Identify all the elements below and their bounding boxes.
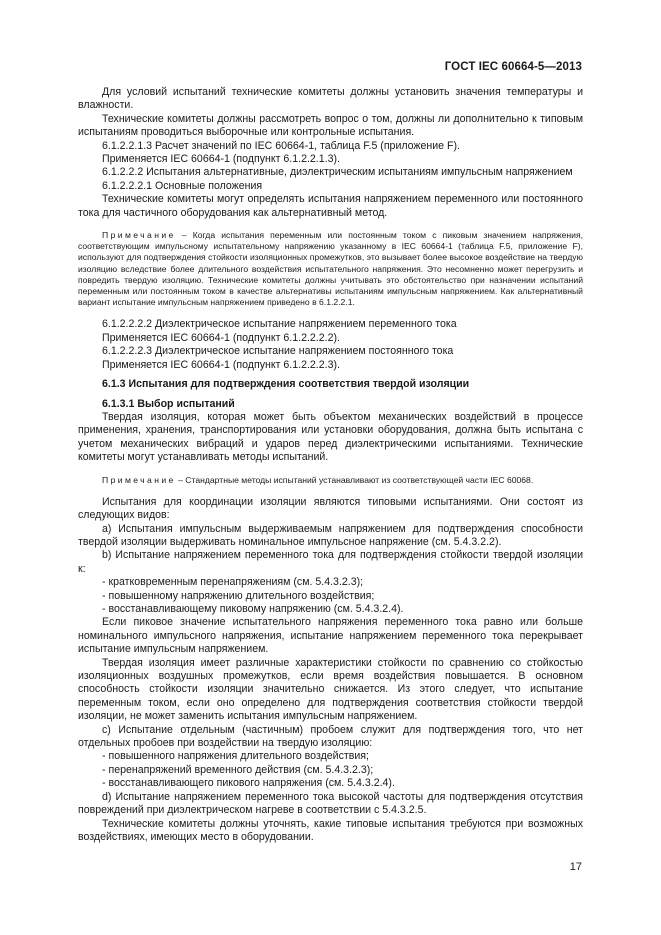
page-number: 17 (569, 861, 582, 873)
paragraph: Испытания для координации изоляции являются типовыми испытаниями. Они состоят из следующих видов: (78, 495, 583, 522)
section-heading: 6.1.3 Испытания для подтверждения соответствия твердой изоляции (102, 378, 470, 391)
clause-6-1-2-2-2-3: 6.1.2.2.2.3 Диэлектрическое испытание напряжением постоянного тока (102, 345, 454, 358)
note-text: – Стандартные методы испытаний устанавливают из соответствующей части IEC 60068. (175, 474, 534, 485)
paragraph: Для условий испытаний технические комитеты должны установить значения температуры и влажности. (78, 86, 583, 112)
clause-6-1-2-2-1-3: 6.1.2.2.1.3 Расчет значений по IEC 60664-1, таблица F.5 (приложение F). (102, 139, 460, 152)
paragraph: Технические комитеты должны рассмотреть вопрос о том, должны ли дополнительно к типовым испытаниям проводиться выборочные или контрольные испытания. (78, 112, 583, 139)
clause-6-1-2-2-2-2: 6.1.2.2.2.2 Диэлектрическое испытание напряжением переменного тока (102, 318, 457, 331)
page-content (78, 86, 583, 844)
note-2 (78, 475, 583, 486)
list-item-c: c) Испытание отдельным (частичным) пробоем служит для подтверждения того, что нет отдельных пробоев при воздействии на твердую изоляцию: (78, 723, 583, 750)
dash-item: - кратковременным перенапряжениям (см. 5.4.3.2.3); (102, 576, 364, 589)
paragraph: Технические комитеты могут определять испытания напряжением переменного или постоянного тока для частичного оборудования как альтернативный метод. (78, 193, 583, 219)
paragraph: Твердая изоляция имеет различные характеристики стойкости по сравнению со стойкостью изоляционных воздушных промежутков, если время воздействия повышается. В основном способность стойкости изоляции значительно снижается. Из этого следует, что испытание переменным током, если оно определено для подтверждения соответствия стойкости твердой изоляции, не может заменить испытания импульсным напряжением. (78, 656, 583, 723)
paragraph: Технические комитеты должны уточнять, какие типовые испытания требуются при возможных воздействиях, имеющих место в оборудовании. (78, 817, 583, 843)
paragraph: Применяется IEC 60664-1 (подпункт 6.1.2.2.2.2). (102, 331, 340, 344)
clause-6-1-2-2-2: 6.1.2.2.2 Испытания альтернативные, диэлектрическим испытаниям импульсным напряжением (102, 166, 573, 179)
paragraph: Применяется IEC 60664-1 (подпункт 6.1.2.2.2.3). (102, 358, 340, 371)
clause-6-1-2-2-2-1: 6.1.2.2.2.1 Основные положения (102, 179, 263, 192)
list-item-d: d) Испытание напряжением переменного тока высокой частоты для подтверждения отсутствия повреждений при диэлектрическом нагреве в соответствии с 5.4.3.2.5. (78, 790, 583, 817)
dash-item: - восстанавливающему пиковому напряжению (см. 5.4.3.2.4). (102, 603, 404, 615)
paragraph: Если пиковое значение испытательного напряжения переменного тока равно или больше номинального импульсного напряжения, испытание напряжением переменного тока перекрывает испытание импульсным напряжением. (78, 616, 583, 656)
page-header: ГОСТ IEC 60664-5—2013 (444, 61, 582, 73)
note-1 (78, 230, 583, 308)
note-label: Примечание (102, 474, 176, 485)
dash-item: - повышенному напряжению длительного воздействия; (102, 589, 375, 602)
paragraph: Твердая изоляция, которая может быть объектом механических воздействий в процессе применения, хранения, транспортирования или установки оборудования, должна быть испытана с учетом механических вибраций и ударов перед диэлектрическими испытаниями. Технические комитеты могут устанавливать методы испытаний. (78, 410, 583, 464)
dash-item: - повышенного напряжения длительного воздействия; (102, 750, 369, 763)
dash-item: - перенапряжений временного действия (см. 5.4.3.2.3); (102, 763, 374, 776)
note-label: Примечание (102, 230, 176, 241)
paragraph: Применяется IEC 60664-1 (подпункт 6.1.2.2.1.3). (102, 153, 340, 166)
list-item-b: b) Испытание напряжением переменного тока для подтверждения стойкости твердой изоляции к: (78, 549, 583, 575)
subsection-heading: 6.1.3.1 Выбор испытаний (102, 397, 235, 410)
dash-item: - восстанавливающего пикового напряжения (см. 5.4.3.2.4). (102, 777, 395, 790)
note-text: – Когда испытания переменным или постоянным током с пиковым значением напряжения, соответствующим импульсному испытательному напряжению указанному в IEC 60664-1 (таблица F.5, приложение F), используют для подтверждения стойкости изоляционных промежутков, это вызывает более высокое воздействие на твердую изоляцию вследствие более длительного воздействия испытательного напряжения. Это несомненно может перегрузить и повредить твердую изоляцию. Технические комитеты должны учитывать это обстоятельство при назначении испытаний переменным или постоянным током в качестве альтернативы испытаниям импульсным напряжением. Как альтернативный вариант испытание импульсным напряжением приведено в 6.1.2.2.1. (78, 230, 583, 308)
list-item-a: a) Испытания импульсным выдерживаемым напряжением для подтверждения способности твердой изоляции выдерживать номинальное импульсное напряжение (см. 5.4.3.2.2). (78, 522, 583, 548)
